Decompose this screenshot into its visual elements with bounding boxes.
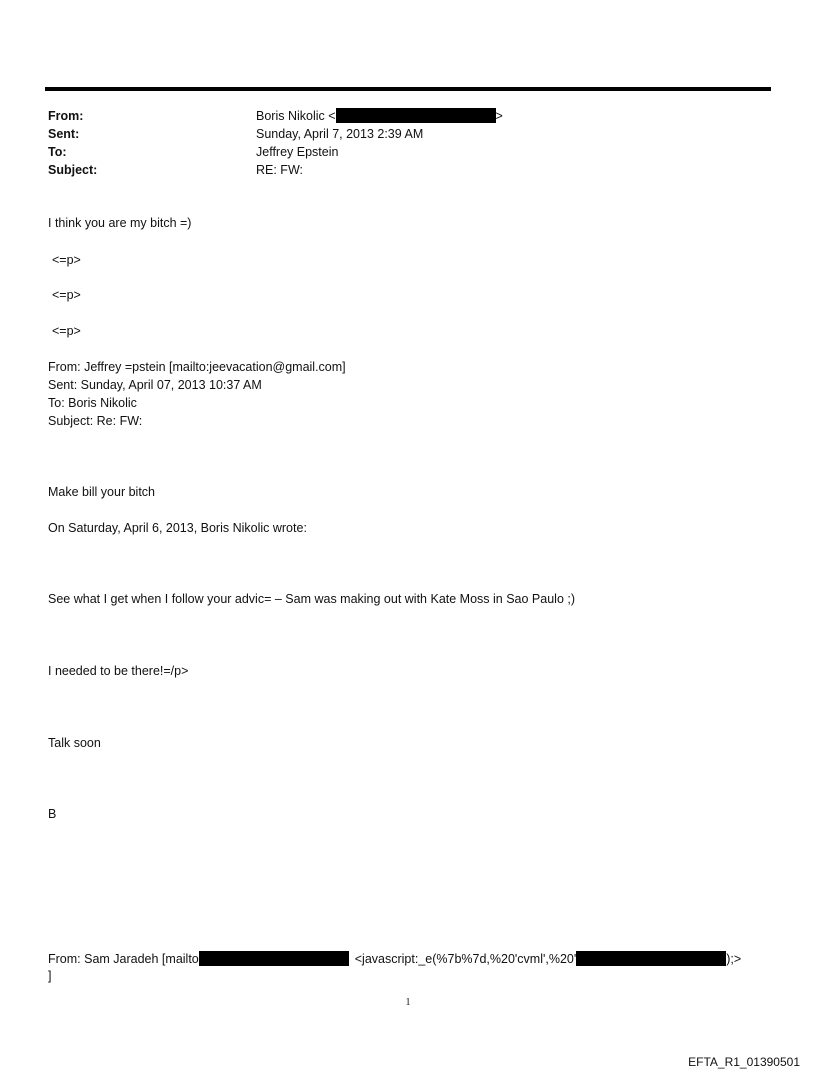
sent-value: Sunday, April 7, 2013 2:39 AM [256, 127, 424, 141]
body-line: ] [48, 969, 52, 983]
sam-from-middle: <javascript:_e(%7b%7d,%20'cvml',%20' [354, 952, 577, 966]
document-id: EFTA_R1_01390501 [688, 1055, 800, 1069]
body-line: <=p> [52, 288, 81, 302]
to-value: Jeffrey Epstein [256, 145, 339, 159]
sam-from-suffix: );> [726, 952, 742, 966]
sam-from-prefix: From: Sam Jaradeh [mailto [48, 952, 199, 966]
body-line: I needed to be there!=/p> [48, 664, 189, 678]
page-number: 1 [405, 997, 411, 1008]
redaction-box [199, 951, 349, 966]
body-line: See what I get when I follow your advic= – Sam was making out with Kate Moss in Sao Paulo ;) [48, 592, 576, 606]
sent-label: Sent: [48, 127, 80, 141]
quoted-subject: Subject: Re: FW: [48, 414, 143, 428]
body-line: I think you are my bitch =) [48, 216, 192, 230]
quoted-from: From: Jeffrey =pstein [mailto:jeevacation@gmail.com] [48, 360, 346, 374]
subject-value: RE: FW: [256, 163, 303, 177]
from-value [256, 107, 503, 125]
body-line: On Saturday, April 6, 2013, Boris Nikolic wrote: [48, 521, 307, 535]
quoted-sent: Sent: Sunday, April 07, 2013 10:37 AM [48, 378, 262, 392]
subject-label: Subject: [48, 163, 98, 177]
redaction-box [336, 108, 496, 123]
from-value-suffix: > [495, 109, 503, 123]
body-line: B [48, 807, 57, 821]
header-rule [45, 87, 771, 91]
quoted-to: To: Boris Nikolic [48, 396, 137, 410]
to-label: To: [48, 145, 67, 159]
sam-from-line [48, 951, 741, 966]
body-line: <=p> [52, 324, 81, 338]
body-line: <=p> [52, 253, 81, 267]
body-line: Talk soon [48, 736, 101, 750]
body-line: Make bill your bitch [48, 485, 155, 499]
from-label: From: [48, 109, 84, 123]
from-value-prefix: Boris Nikolic < [256, 109, 336, 123]
redaction-box [576, 951, 726, 966]
